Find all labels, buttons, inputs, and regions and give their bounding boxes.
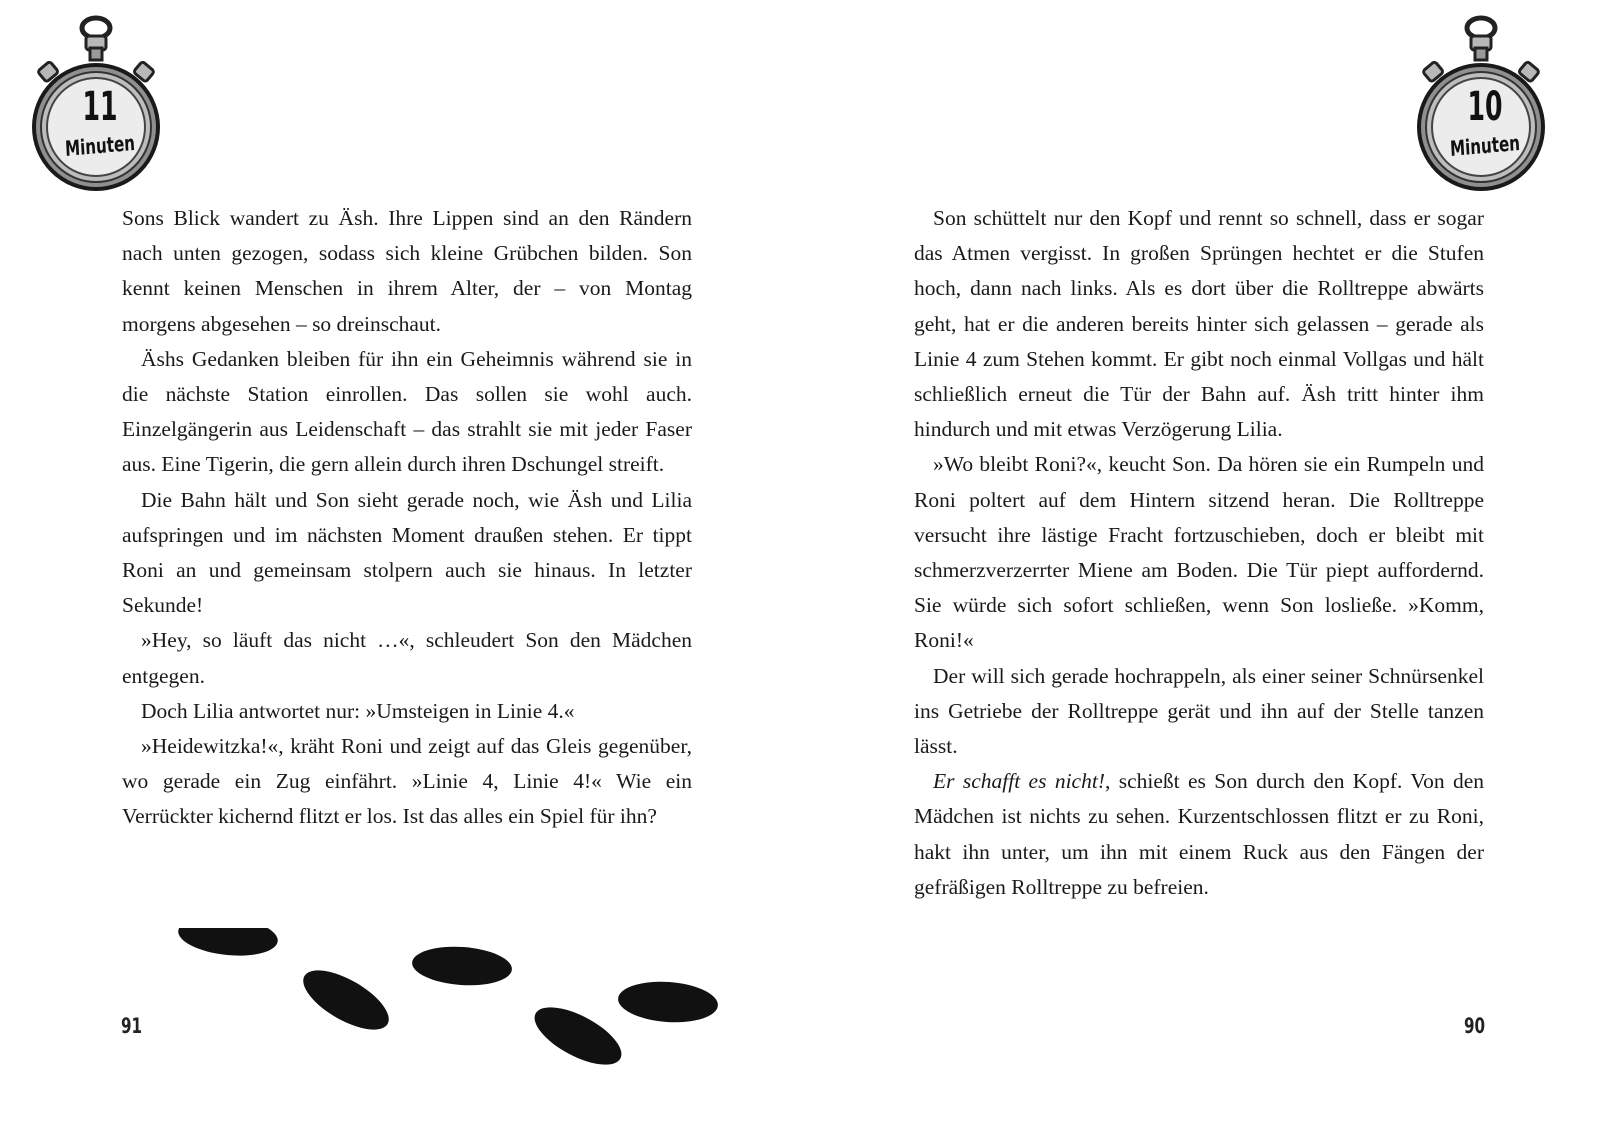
- stopwatch-number: 11: [82, 84, 118, 130]
- paragraph: »Wo bleibt Roni?«, keucht Son. Da hören sie ein Rumpeln und Roni poltert auf dem Hintern sitzend heran. Die Rolltreppe versucht ihre lästige Fracht fortzuschieben, doch er bleibt mit schmerzverzerrter Miene am Boden. Die Tür piept auffordernd. Sie würde sich sofort schließen, wenn Son losließe. »Komm, Roni!«: [914, 452, 1484, 653]
- stopwatch-unit: Minuten: [1449, 130, 1521, 162]
- paragraph-rest: , schießt es Son durch den Kopf. Von den Mädchen ist nichts zu sehen. Kurzentschlossen flitzt er zu Roni, hakt ihn unter, um ihn mit einem Ruck aus den Fängen der gefräßigen Rolltreppe zu befreien.: [914, 769, 1485, 899]
- italic-thought: Er schafft es nicht!: [933, 769, 1105, 794]
- right-page: [800, 0, 1600, 1131]
- page-number: 90: [1464, 1014, 1486, 1038]
- stopwatch-number: 10: [1467, 84, 1503, 130]
- paragraph: Son schüttelt nur den Kopf und rennt so schnell, dass er sogar das Atmen vergisst. In großen Sprüngen hechtet er die Stufen hoch, dann nach links. Als es dort über die Rolltreppe abwärts geht, hat er die anderen bereits hinter sich gelassen – gerade als Linie 4 zum Stehen kommt. Er gibt noch einmal Vollgas und hält schließlich erneut die Tür der Bahn auf. Äsh tritt hinter ihm hindurch und mit etwas Verzögerung Lilia.: [914, 206, 1484, 442]
- footprints-icon: [170, 928, 730, 1078]
- paragraph: Sons Blick wandert zu Äsh. Ihre Lippen sind an den Rändern nach unten gezogen, sodass sich kleine Grübchen bilden. Son kennt keinen Menschen in ihrem Alter, der – von Montag morgens abgesehen – so dreinschaut.: [122, 206, 692, 336]
- stopwatch-unit: Minuten: [64, 130, 136, 162]
- stopwatch-11-minutes: [30, 14, 170, 194]
- paragraph: »Hey, so läuft das nicht …«, schleudert Son den Mädchen entgegen.: [122, 628, 692, 688]
- paragraph: [914, 764, 1484, 905]
- paragraph: »Heidewitzka!«, kräht Roni und zeigt auf das Gleis gegenüber, wo gerade ein Zug einfährt. »Linie 4, Linie 4!« Wie ein Verrückter kichernd flitzt er los. Ist das alles ein Spiel für ihn?: [122, 734, 692, 829]
- paragraph: Die Bahn hält und Son sieht gerade noch, wie Äsh und Lilia aufspringen und im nächsten Moment draußen stehen. Er tippt Roni an und gemeinsam stolpern auch sie hinaus. In letzter Sekunde!: [122, 487, 692, 618]
- left-page-text: [122, 201, 692, 835]
- paragraph: Der will sich gerade hochrappeln, als einer seiner Schnürsenkel ins Getriebe der Rolltreppe gerät und ihn auf der Stelle tanzen lässt.: [914, 663, 1484, 759]
- stopwatch-10-minutes: [1415, 14, 1555, 194]
- paragraph: Doch Lilia antwortet nur: »Umsteigen in Linie 4.«: [141, 698, 575, 723]
- page-number: 91: [121, 1014, 143, 1038]
- paragraph: Äshs Gedanken bleiben für ihn ein Geheimnis während sie in die nächste Station einrollen. Das sollen sie wohl auch. Einzelgängerin aus Leidenschaft – das strahlt sie mit jeder Faser aus. Eine Tigerin, die gern allein durch ihren Dschungel streift.: [122, 346, 692, 477]
- right-page-text: [914, 201, 1484, 905]
